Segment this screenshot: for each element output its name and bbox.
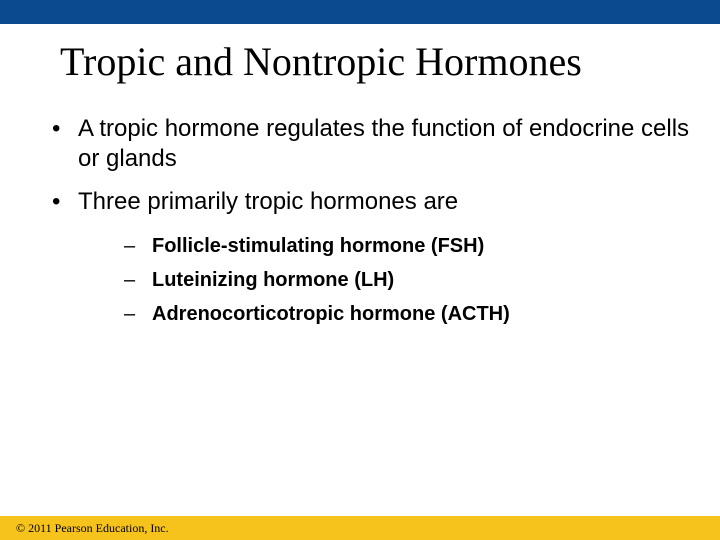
bullet-item xyxy=(52,187,692,217)
slide-title: Tropic and Nontropic Hormones xyxy=(60,39,582,84)
bullet-text: Three primarily tropic hormones are xyxy=(78,188,459,215)
bullet-list xyxy=(52,114,692,230)
bullet-text: A tropic hormone regulates the function of endocrine cells or glands xyxy=(78,115,690,172)
sub-bullet-text: Follicle-stimulating hormone (FSH) xyxy=(152,235,485,257)
bullet-item xyxy=(52,114,692,174)
copyright-text: © 2011 Pearson Education, Inc. xyxy=(16,521,169,535)
sub-bullet-list xyxy=(124,229,684,331)
sub-bullet-marker: – xyxy=(124,235,136,257)
sub-bullet-item xyxy=(124,263,684,297)
sub-bullet-text: Adrenocorticotropic hormone (ACTH) xyxy=(152,303,510,325)
sub-bullet-item xyxy=(124,297,684,331)
sub-bullet-text: Luteinizing hormone (LH) xyxy=(152,269,395,291)
sub-bullet-item xyxy=(124,229,684,263)
sub-bullet-marker: – xyxy=(124,303,136,325)
sub-bullet-marker: – xyxy=(124,269,136,291)
bullet-marker: • xyxy=(52,188,61,215)
header-bar xyxy=(0,0,720,24)
bullet-marker: • xyxy=(52,115,61,142)
